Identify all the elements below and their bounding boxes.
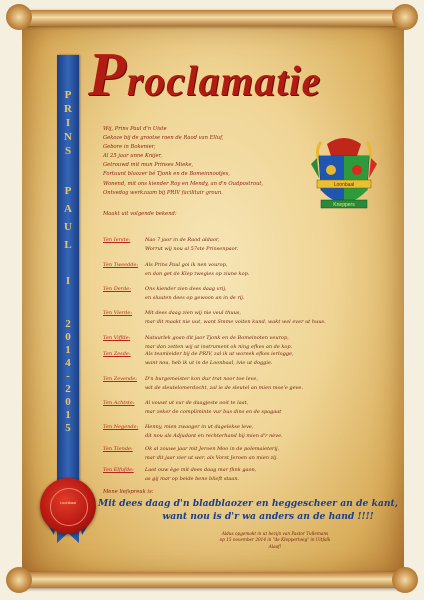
motto-line: want nou is d'r wa anders an de hand !!!! <box>162 511 374 522</box>
decree-text: Als Prins Paul goi ik nen vourop, en dan get de Klep twegies op ziune kop. <box>145 262 250 277</box>
scroll-top-roll <box>14 10 410 26</box>
crest-motto-text: Kneppers <box>333 202 355 208</box>
scroll-curl-top-left <box>6 4 32 30</box>
decree-text: Mit dees daag zien wij nie veul thuus, mar dit maakt nie uut, want Smme voiten kund, wakt wel ever ut huus. <box>145 310 326 325</box>
ribbon-paul: P A U L I <box>64 185 72 287</box>
decree-label: Ten Viffde: <box>103 335 131 341</box>
intro-line: Wonend, mit ons kiender Roy en Mendy, an d'n Oudpostrout, <box>103 180 264 187</box>
intro-line: Wij, Prins Paul d'n Uiste <box>103 126 167 132</box>
title-initial: P <box>88 41 127 109</box>
decree-text: Als teamleider bij de PRIV, zal ik ut woreek efkes ierlogge, want nou, heb ik ut in de Loonbaal, ivie ut doggie. <box>145 351 294 366</box>
scroll-bottom-roll <box>14 572 410 588</box>
intro-line: Fortuunt blaozer bé Tjonk en de Bomeinnootjes, <box>103 171 230 178</box>
decree-label: Ten Vierde: <box>103 310 133 316</box>
intro-line: Gebore in Bokenier, <box>103 144 156 151</box>
decree-text: Ons kiender zien dees daag vrij, en sluuten dees op gewoon an in de rij. <box>145 286 245 301</box>
title-rest: roclamatie <box>126 59 322 105</box>
decree-label: Ten Tiende: <box>103 446 133 452</box>
announcement-lead: Maakt uit volgende bekend: <box>103 211 177 217</box>
intro-line: Gekoze bij de grootse raen de Raod van Elluf, <box>103 135 224 142</box>
ribbon-year: 2 0 1 4 - 2 0 1 5 <box>65 318 71 434</box>
decree-label: Ten Negende: <box>103 424 139 430</box>
crest-banner-text: Loonbaal <box>333 182 355 188</box>
decree-text: Laot ouw ège mit dees daag mar flink gaon, as gij mar op beide bene blieft staan. <box>145 467 257 482</box>
carnival-crest <box>307 134 381 216</box>
page-title <box>88 41 388 109</box>
intro-line: Al 25 jaar unne Knijer, <box>103 153 163 160</box>
intro-line: Ontvedag werkzaam bij PRIV facilitair groun. <box>103 189 223 196</box>
decree-text: Henny, mien zwaoger in ut dagelekse leve, dit nou als Adjudant en rechterhand bij mien d'r nève. <box>145 424 283 439</box>
decree-label: Ten Derde: <box>103 286 131 292</box>
scroll-curl-bottom-left <box>6 567 32 593</box>
decree-text: Natuurlek goan dit jaor Tjonk en de Bomeinoten veurop, mar dan zetten wij ut instrument ok ning efkes an de kop. <box>145 335 293 350</box>
decree-label: Ten Ierste: <box>103 237 131 243</box>
decree-text: Al vouwt ut vur de daagjeste ooit te laat, mar zeker de compliminte vur bus dins en de spagaat <box>145 400 282 415</box>
decree-text: D'n burgemeister kon dur trat noor toe leve, wit de sleutelomerdocht, zal ie de sleutel an mien moe'e geve. <box>145 376 303 391</box>
ribbon-prins: P R I N S <box>64 89 72 157</box>
scroll-curl-top-right <box>392 4 418 30</box>
signature-block: Aldus opgemakt in ut bezijn van Pastor Tullemans op 15 november 2014 in "de Kleppertoeg" in Uitfalk Alaaf! <box>219 531 331 549</box>
scroll-curl-bottom-right <box>392 567 418 593</box>
motto-lead: Mene liefspreuk is: <box>103 489 154 495</box>
decree-text: Ok al zouwe jaar mit Jeroen Moo in de polemaieterij, mar dit jaar vier ut wer, als Vorst Jeroen an mien zij. <box>145 446 280 461</box>
wax-seal-label: Loonbaal <box>59 500 77 505</box>
intro-line: Getrouwd mit mun Prinses Mieke, <box>103 162 194 169</box>
intro-block <box>103 125 313 198</box>
decree-label: Ten Zevende: <box>103 376 137 382</box>
wax-seal-ring <box>50 488 88 526</box>
decree-label: Ten Elfufde: <box>103 467 134 473</box>
motto-line: Mit dees daag d'n bladblaozer en heggescheer an de kant, <box>98 498 398 509</box>
decree-label: Ten Tweedde: <box>103 262 139 268</box>
decree-text: Nao 7 jaor in de Raod aldaor, Worrut wij nou al 57ste Prinsenpaor. <box>145 237 239 252</box>
decree-label: Ten Achtste: <box>103 400 135 406</box>
decree-label: Ten Zesde: <box>103 351 131 357</box>
wax-seal <box>40 478 96 534</box>
motto-text <box>98 497 398 523</box>
